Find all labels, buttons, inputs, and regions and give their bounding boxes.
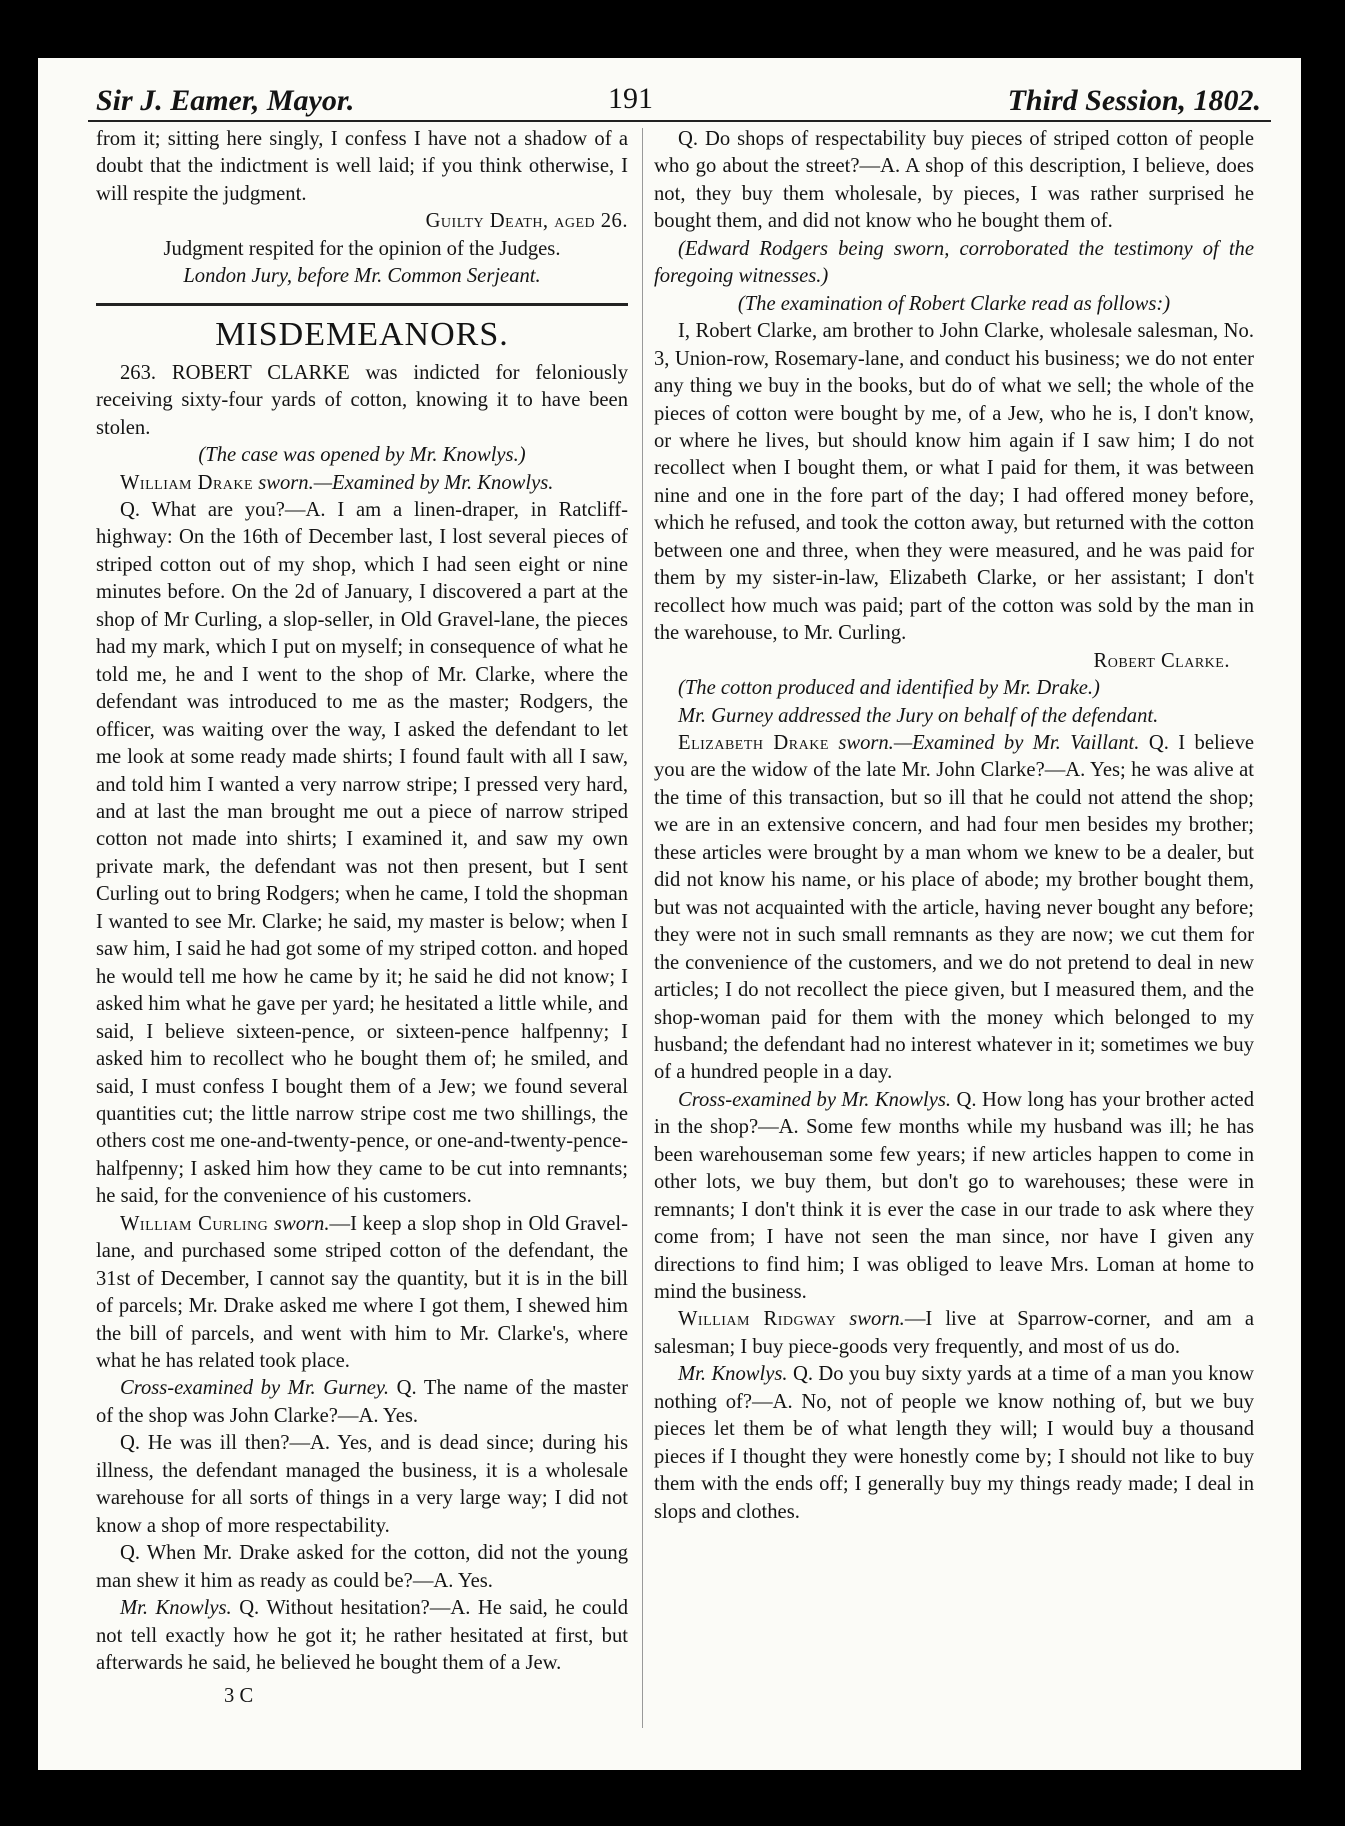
header-mayor: Sir J. Eamer, Mayor. [96, 84, 355, 117]
witness-sworn: sworn. [849, 1308, 905, 1331]
witness-name: William Ridgway [678, 1308, 837, 1331]
signature-mark: 3 C [224, 1685, 254, 1708]
cross-knowlys [654, 1087, 1254, 1307]
edrake-testimony: Q. I believe you are the widow of the late Mr. John Clarke?—A. Yes; he was alive at the time of this transaction, but so ill that he could not attend the shop; we are in an extensive concern, and had four men besides my brother; these articles were brought by a man whom we knew to be a dealer, but did not know his name, or his place of abode; my brother bought them, but was not acquainted with the article, having never bought any before; they were not in such small remnants as they are now; we cut them for the convenience of the customers, and we do not pretend to deal in new articles; I do not recollect the piece given, but I measured them, and the shop-woman paid for them with the money which belonged to my husband; the defendant had no interest whatever in it; sometimes we buy of a hundred people in a day. [654, 731, 1255, 1084]
rodgers-note: (Edward Rodgers being sworn, corroborated the testimony of the foregoing witnesses.) [654, 237, 1254, 288]
qa-respectability: Q. Do shops of respectability buy pieces of striped cotton of people who go about the street?—A. A shop of this description, I believe, does not, they buy them wholesale, by pieces, I was rather surprised he bought them, and did not know who he bought them of. [654, 128, 1254, 233]
ridgway-examination [654, 1361, 1254, 1526]
witness-sworn: sworn. [273, 1212, 330, 1235]
judgment-note: Judgment respited for the opinion of the Judges. [163, 237, 561, 260]
witness-name: Elizabeth Drake [678, 731, 829, 754]
edrake-cross: Q. How long has your brother acted in the shop?—A. Some few months while my husband was ill; he has been warehouseman some few years; if new articles happen to come in other lots, we buy them, but don't go to warehouses; these were in remnants; I don't think it is ever the case in our trade to ask where they come from; I have not seen the man since, nor have I given any directions to find him; I was obliged to leave Mrs. Loman at home to mind the business. [654, 1088, 1254, 1304]
witness-ridgway [654, 1306, 1254, 1361]
cross-gurney [96, 1375, 628, 1430]
right-column [654, 126, 1254, 1526]
hesitation-text: Q. Without hesitation?—A. He said, he could not tell exactly how he got it; he rather hesitated at first, but afterwards he said, he believed he bought them of a Jew. [96, 1597, 628, 1675]
examination-signature: Robert Clarke. [1093, 649, 1230, 672]
witness-drake [96, 470, 628, 497]
counsel-label: Mr. Knowlys. [678, 1363, 788, 1386]
drake-testimony: Q. What are you?—A. I am a linen-draper, in Ratcliff-highway: On the 16th of December last, I lost several pieces of striped cotton out of my shop, which I had seen eight or nine minutes before. On the 2d of January, I discovered a part at the shop of Mr Curling, a slop-seller, in Old Gravel-lane, the pieces had my mark, which I put on myself; in consequence of what he told me, he and I went to the shop of Mr. Clarke, where the defendant was introduced to me as the master; Rodgers, the officer, was waiting over the way, I asked the defendant to let me look at some ready made shirts; I found fault with all I saw, and told him I wanted a very narrow stripe; I pressed very hard, and at last the man brought me out a piece of narrow striped cotton not made into shirts; I examined it, and saw my own private mark, the defendant was not then present, but I sent Curling out to bring Rodgers; when he came, I told the shopman I wanted to see Mr. Clarke; he said, my master is below; when I saw him, I said he had got some of my striped cotton. and hoped he would tell me how he came by it; he said he did not know; I asked him what he gave per yard; he hesitated a little while, and said, I believe sixteen-pence, or sixteen-pence halfpenny; I asked him to recollect who he bought them of; he smiled, and said, I must confess I bought them of a Jew; we found several quantities cut; the little narrow stripe cost me two shillings, the others cost me one-and-twenty-pence, or one-and-twenty-pence-halfpenny; I asked him how they came to be cut into remnants; he said, for the convenience of his customers. [96, 498, 628, 1208]
case-opened-note: (The case was opened by Mr. Knowlys.) [198, 444, 526, 467]
cross-label: Cross-examined by Mr. Knowlys. [678, 1088, 952, 1111]
cross-label: Cross-examined by Mr. Gurney. [120, 1377, 390, 1400]
ridgway-qa: Q. Do you buy sixty yards at a time of a man you know nothing of?—A. No, not of people we know nothing of, but we buy pieces let them be of what length they will; I would buy a thousand pieces if I thought they were honestly come by; I should not like to buy them with the ends off; I generally buy my things ready made; I deal in slops and clothes. [654, 1363, 1254, 1523]
continued-paragraph: from it; sitting here singly, I confess I have not a shadow of a doubt that the indictment is well laid; if you think otherwise, I will respite the judgment. [96, 128, 628, 205]
witness-name: William Curling [120, 1212, 269, 1235]
witness-elizabeth-drake [654, 730, 1254, 1087]
witness-name: William Drake [120, 471, 254, 494]
jury-note: London Jury, before Mr. Common Serjeant. [183, 265, 541, 288]
document-page [38, 58, 1301, 1770]
section-title: MISDEMEANORS. [215, 315, 509, 353]
examination-text: I, Robert Clarke, am brother to John Clarke, wholesale salesman, No. 3, Union-row, Rosemary-lane, and conduct his business; we do not enter any thing we buy in the books, but do of what we sell; the whole of the pieces of cotton were bought by me, of a Jew, who he is, I don't know, or where he lives, but should know him again if I saw him; I do not recollect when I bought them, or what I paid for them, it was between nine and one in the fore part of the day; I had offered money before, which he refused, and took the cotton away, but returned with the cotton between one and three, when they were measured, and he was paid for them by my sister-in-law, Elizabeth Clarke, or her assistant; I don't recollect how much was paid; part of the cotton was sold by the man in the warehouse, to Mr. Curling. [654, 320, 1254, 645]
witness-sworn: sworn.—Examined by Mr. Knowlys. [258, 471, 554, 494]
header-session: Third Session, 1802. [1007, 84, 1261, 117]
column-divider [642, 128, 643, 1728]
header-rule [88, 120, 1271, 122]
curling-testimony: —I keep a slop shop in Old Gravel-lane, and purchased some striped cotton of the defendant, the 31st of December, I cannot say the quantity, but it is in the bill of parcels; Mr. Drake asked me where I got them, I shewed him the bill of parcels, and went with him to Mr. Clarke's, where what he has related took place. [96, 1212, 628, 1373]
cotton-note: (The cotton produced and identified by Mr. Drake.) [678, 677, 1100, 700]
qa-shop-name: Q. The name of the master of the shop was John Clarke?—A. Yes. [96, 1377, 628, 1427]
qa-hesitation [96, 1595, 628, 1677]
witness-sworn: sworn.—Examined by Mr. Vaillant. [838, 731, 1140, 754]
counsel-label: Mr. Knowlys. [120, 1597, 232, 1620]
gurney-note: Mr. Gurney addressed the Jury on behalf of the defendant. [678, 704, 1159, 727]
examination-note: (The examination of Robert Clarke read as follows:) [737, 292, 1171, 315]
left-column [96, 126, 628, 1711]
ridgway-testimony: —I live at Sparrow-corner, and am a salesman; I buy piece-goods very frequently, and most of us do. [654, 1308, 1254, 1358]
running-header [38, 80, 1301, 124]
case-intro: 263. ROBERT CLARKE was indicted for feloniously receiving sixty-four yards of cotton, knowing it to have been stolen. [96, 361, 628, 439]
qa-ill: Q. He was ill then?—A. Yes, and is dead since; during his illness, the defendant managed the business, it is a wholesale warehouse for all sorts of things in a very large way; I did not know a shop of more respectability. [96, 1432, 628, 1537]
witness-curling [96, 1211, 628, 1376]
section-rule [96, 303, 628, 306]
page-number: 191 [608, 82, 653, 115]
verdict: Guilty Death, aged 26. [425, 210, 628, 233]
qa-ready: Q. When Mr. Drake asked for the cotton, did not the young man shew it him as ready as could be?—A. Yes. [96, 1542, 628, 1592]
